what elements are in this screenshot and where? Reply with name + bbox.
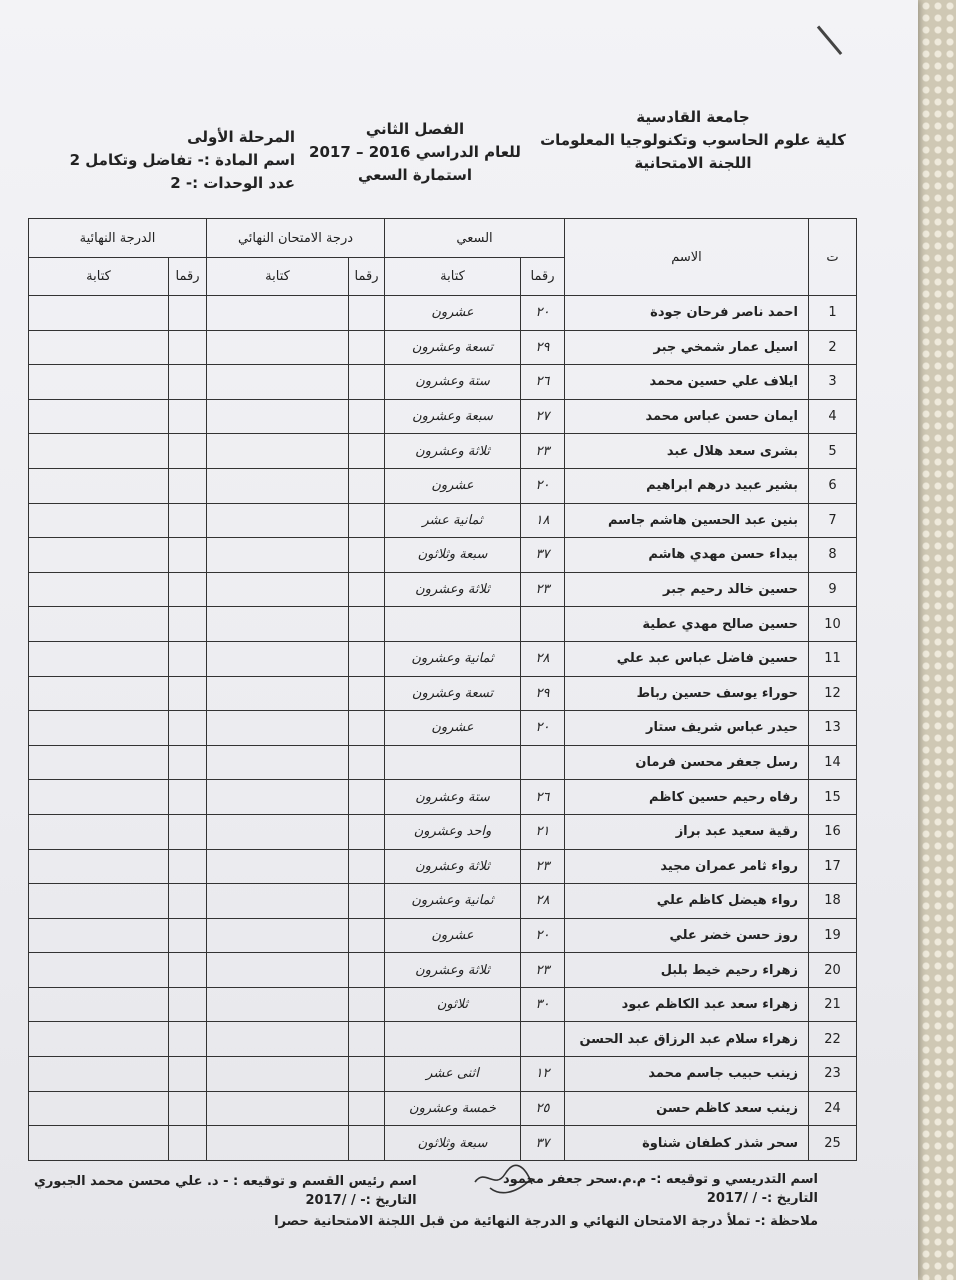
final-grade-words: [29, 434, 169, 469]
effort-words: خمسة وعشرون: [385, 1091, 521, 1126]
header-institution: [528, 106, 858, 175]
col-effort: السعي: [385, 219, 565, 258]
final-grade-words: [29, 814, 169, 849]
final-exam-digits: [349, 434, 385, 469]
effort-words: ثمانية وعشرون: [385, 641, 521, 676]
effort-digits: ٢٣: [521, 953, 565, 988]
final-grade-digits: [169, 1022, 207, 1057]
student-name: حوراء يوسف حسين رباط: [565, 676, 809, 711]
final-exam-words: [207, 987, 349, 1022]
final-grade-digits: [169, 434, 207, 469]
effort-words: عشرون: [385, 711, 521, 746]
final-exam-words: [207, 814, 349, 849]
final-grade-digits: [169, 953, 207, 988]
student-name: زهراء سلام عبد الرزاق عبد الحسن: [565, 1022, 809, 1057]
final-grade-words: [29, 1126, 169, 1161]
student-name: ايمان حسن عباس محمد: [565, 399, 809, 434]
final-grade-digits: [169, 641, 207, 676]
effort-words: ثلاثة وعشرون: [385, 572, 521, 607]
effort-digits: ٢٦: [521, 780, 565, 815]
final-exam-words: [207, 503, 349, 538]
table-row: [29, 884, 857, 919]
effort-digits: ٢٩: [521, 330, 565, 365]
final-exam-digits: [349, 330, 385, 365]
final-grade-digits: [169, 399, 207, 434]
final-exam-words: [207, 849, 349, 884]
table-row: [29, 711, 857, 746]
final-exam-digits: [349, 607, 385, 642]
student-name: احمد ناصر فرحان جودة: [565, 296, 809, 331]
effort-digits: ١٢: [521, 1057, 565, 1092]
table-row: [29, 745, 857, 780]
row-number: 1: [809, 296, 857, 331]
final-exam-words: [207, 330, 349, 365]
effort-digits: ٢٨: [521, 884, 565, 919]
final-exam-digits: [349, 780, 385, 815]
final-grade-words: [29, 1057, 169, 1092]
student-name: سحر شذر كطفان شناوة: [565, 1126, 809, 1161]
effort-words: سبعة وثلاثون: [385, 1126, 521, 1161]
semester-label: الفصل الثاني: [365, 120, 465, 138]
effort-digits: ٢٠: [521, 918, 565, 953]
final-grade-digits: [169, 1091, 207, 1126]
effort-words: ثلاثة وعشرون: [385, 849, 521, 884]
table-row: [29, 296, 857, 331]
effort-words: [385, 607, 521, 642]
form-name: استمارة السعي: [357, 166, 473, 184]
row-number: 17: [809, 849, 857, 884]
final-grade-words: [29, 330, 169, 365]
table-row: [29, 607, 857, 642]
final-exam-digits: [349, 572, 385, 607]
final-grade-words: [29, 296, 169, 331]
final-exam-digits: [349, 365, 385, 400]
row-number: 4: [809, 399, 857, 434]
row-number: 7: [809, 503, 857, 538]
effort-words: ثمانية عشر: [385, 503, 521, 538]
effort-digits: ٢٦: [521, 365, 565, 400]
final-grade-digits: [169, 365, 207, 400]
final-grade-digits: [169, 607, 207, 642]
effort-digits: ٢٠: [521, 468, 565, 503]
row-number: 18: [809, 884, 857, 919]
col-name: الاسم: [565, 219, 809, 296]
effort-digits: [521, 1022, 565, 1057]
effort-words: ستة وعشرون: [385, 365, 521, 400]
effort-words: سبعة وعشرون: [385, 399, 521, 434]
table-row: [29, 538, 857, 573]
effort-digits: [521, 745, 565, 780]
effort-digits: ٢٥: [521, 1091, 565, 1126]
final-grade-digits: [169, 780, 207, 815]
table-row: [29, 987, 857, 1022]
row-number: 14: [809, 745, 857, 780]
teacher-date: التاريخ :- / /2017: [706, 1191, 818, 1206]
student-name: رفاه رحيم حسين كاظم: [565, 780, 809, 815]
row-number: 9: [809, 572, 857, 607]
final-grade-digits: [169, 538, 207, 573]
final-grade-digits: [169, 503, 207, 538]
final-exam-words: [207, 538, 349, 573]
teacher-block: [503, 1170, 818, 1208]
table-row: [29, 918, 857, 953]
table-row: [29, 399, 857, 434]
final-exam-digits: [349, 918, 385, 953]
effort-digits: ٢٧: [521, 399, 565, 434]
final-grade-digits: [169, 296, 207, 331]
col-final-exam: درجة الامتحان النهائي: [207, 219, 385, 258]
final-exam-digits: [349, 1091, 385, 1126]
sub-digits: رقما: [521, 258, 565, 296]
final-exam-digits: [349, 538, 385, 573]
student-name: بشرى سعد هلال عبد: [565, 434, 809, 469]
sub-digits: رقما: [349, 258, 385, 296]
row-number: 3: [809, 365, 857, 400]
student-name: حيدر عباس شريف ستار: [565, 711, 809, 746]
final-grade-words: [29, 1091, 169, 1126]
final-exam-digits: [349, 1057, 385, 1092]
table-row: [29, 434, 857, 469]
effort-digits: ٢١: [521, 814, 565, 849]
effort-words: عشرون: [385, 296, 521, 331]
final-exam-words: [207, 572, 349, 607]
final-grade-digits: [169, 468, 207, 503]
effort-digits: [521, 607, 565, 642]
final-exam-digits: [349, 953, 385, 988]
row-number: 21: [809, 987, 857, 1022]
student-name: بنين عبد الحسين هاشم جاسم: [565, 503, 809, 538]
final-grade-words: [29, 572, 169, 607]
effort-words: عشرون: [385, 918, 521, 953]
table-row: [29, 468, 857, 503]
table-row: [29, 1126, 857, 1161]
grades-table: [28, 218, 857, 1161]
effort-words: ثلاثة وعشرون: [385, 953, 521, 988]
effort-digits: ٢٣: [521, 434, 565, 469]
pen-mark: [817, 26, 842, 56]
student-name: زهراء رحيم خيط بلبل: [565, 953, 809, 988]
row-number: 2: [809, 330, 857, 365]
effort-words: سبعة وثلاثون: [385, 538, 521, 573]
row-number: 15: [809, 780, 857, 815]
row-number: 13: [809, 711, 857, 746]
student-name: رسل جعفر محسن فرمان: [565, 745, 809, 780]
final-grade-words: [29, 918, 169, 953]
final-grade-words: [29, 468, 169, 503]
sub-words: كتابة: [29, 258, 169, 296]
row-number: 11: [809, 641, 857, 676]
final-exam-words: [207, 745, 349, 780]
row-number: 6: [809, 468, 857, 503]
final-exam-words: [207, 1022, 349, 1057]
final-exam-words: [207, 1091, 349, 1126]
final-exam-words: [207, 953, 349, 988]
final-exam-words: [207, 296, 349, 331]
final-exam-digits: [349, 987, 385, 1022]
final-grade-words: [29, 987, 169, 1022]
final-grade-words: [29, 711, 169, 746]
final-grade-digits: [169, 711, 207, 746]
final-exam-digits: [349, 849, 385, 884]
final-grade-digits: [169, 745, 207, 780]
subject-label: اسم المادة :- تفاضل وتكامل 2: [69, 151, 295, 169]
final-exam-words: [207, 1126, 349, 1161]
col-seq: ت: [809, 219, 857, 296]
committee-name: اللجنة الامتحانية: [634, 154, 752, 172]
row-number: 23: [809, 1057, 857, 1092]
effort-digits: ٢٣: [521, 572, 565, 607]
effort-digits: ٢٨: [521, 641, 565, 676]
effort-words: عشرون: [385, 468, 521, 503]
final-exam-digits: [349, 745, 385, 780]
table-row: [29, 365, 857, 400]
final-exam-digits: [349, 676, 385, 711]
sub-words: كتابة: [385, 258, 521, 296]
teacher-signature: اسم التدريسي و توقيعه :- م.م.سحر جعفر محمود: [502, 1172, 818, 1187]
final-exam-digits: [349, 1126, 385, 1161]
head-date: التاريخ :- / /2017: [305, 1193, 417, 1208]
final-grade-digits: [169, 884, 207, 919]
col-final-grade: الدرجة النهائية: [29, 219, 207, 258]
effort-digits: ١٨: [521, 503, 565, 538]
final-exam-digits: [349, 468, 385, 503]
units-label: عدد الوحدات :- 2: [170, 174, 295, 192]
table-row: [29, 953, 857, 988]
row-number: 12: [809, 676, 857, 711]
college-name: كلية علوم الحاسوب وتكنولوجيا المعلومات: [540, 131, 846, 149]
effort-words: [385, 745, 521, 780]
effort-words: ستة وعشرون: [385, 780, 521, 815]
head-signature: اسم رئيس القسم و توقيعه : - د. علي محسن محمد الجبوري: [34, 1174, 417, 1189]
footer-note: ملاحظة :- تملأ درجة الامتحان النهائي و الدرجة النهائية من قبل اللجنة الامتحانية حصرا: [274, 1214, 818, 1229]
final-grade-words: [29, 780, 169, 815]
student-name: روز حسن خضر علي: [565, 918, 809, 953]
final-exam-words: [207, 434, 349, 469]
effort-digits: ٢٩: [521, 676, 565, 711]
final-exam-words: [207, 1057, 349, 1092]
final-grade-digits: [169, 572, 207, 607]
final-exam-digits: [349, 814, 385, 849]
final-grade-words: [29, 503, 169, 538]
table-row: [29, 814, 857, 849]
effort-digits: ٢٠: [521, 296, 565, 331]
final-grade-words: [29, 849, 169, 884]
final-grade-digits: [169, 676, 207, 711]
effort-words: واحد وعشرون: [385, 814, 521, 849]
final-exam-digits: [349, 503, 385, 538]
header-course: [55, 126, 295, 195]
table-row: [29, 641, 857, 676]
effort-words: تسعة وعشرون: [385, 330, 521, 365]
final-grade-digits: [169, 330, 207, 365]
final-exam-digits: [349, 296, 385, 331]
final-grade-digits: [169, 987, 207, 1022]
table-row: [29, 1022, 857, 1057]
effort-words: ثلاثون: [385, 987, 521, 1022]
row-number: 19: [809, 918, 857, 953]
row-number: 10: [809, 607, 857, 642]
final-grade-words: [29, 607, 169, 642]
table-row: [29, 780, 857, 815]
effort-words: ثلاثة وعشرون: [385, 434, 521, 469]
stage-label: المرحلة الأولى: [187, 128, 295, 146]
row-number: 20: [809, 953, 857, 988]
sub-words: كتابة: [207, 258, 349, 296]
table-row: [29, 676, 857, 711]
final-grade-words: [29, 884, 169, 919]
effort-digits: ٢٣: [521, 849, 565, 884]
final-exam-words: [207, 468, 349, 503]
final-grade-words: [29, 745, 169, 780]
table-row: [29, 849, 857, 884]
university-name: جامعة القادسية: [636, 108, 750, 126]
final-grade-digits: [169, 1057, 207, 1092]
final-grade-digits: [169, 849, 207, 884]
final-exam-words: [207, 711, 349, 746]
row-number: 25: [809, 1126, 857, 1161]
student-name: رواء ثامر عمران مجيد: [565, 849, 809, 884]
final-exam-words: [207, 676, 349, 711]
student-name: رواء هيضل كاظم علي: [565, 884, 809, 919]
final-exam-digits: [349, 884, 385, 919]
final-exam-digits: [349, 641, 385, 676]
final-grade-words: [29, 1022, 169, 1057]
final-exam-words: [207, 641, 349, 676]
row-number: 24: [809, 1091, 857, 1126]
student-name: حسين صالح مهدي عطية: [565, 607, 809, 642]
table-row: [29, 330, 857, 365]
effort-digits: ٣٧: [521, 538, 565, 573]
student-name: ايلاف علي حسين محمد: [565, 365, 809, 400]
effort-digits: ٢٠: [521, 711, 565, 746]
final-exam-words: [207, 780, 349, 815]
student-name: رقية سعيد عبد براز: [565, 814, 809, 849]
student-name: زهراء سعد عبد الكاظم عبود: [565, 987, 809, 1022]
final-exam-words: [207, 884, 349, 919]
student-name: بيداء حسن مهدي هاشم: [565, 538, 809, 573]
final-grade-words: [29, 953, 169, 988]
row-number: 5: [809, 434, 857, 469]
final-exam-digits: [349, 399, 385, 434]
effort-digits: ٣٧: [521, 1126, 565, 1161]
table-row: [29, 1057, 857, 1092]
final-grade-words: [29, 399, 169, 434]
academic-year: للعام الدراسي 2016 – 2017: [309, 143, 521, 161]
row-number: 22: [809, 1022, 857, 1057]
table-row: [29, 572, 857, 607]
header-semester: [290, 118, 540, 187]
final-grade-words: [29, 538, 169, 573]
final-grade-digits: [169, 918, 207, 953]
table-row: [29, 1091, 857, 1126]
final-grade-words: [29, 641, 169, 676]
student-name: زينب حبيب جاسم محمد: [565, 1057, 809, 1092]
final-grade-words: [29, 676, 169, 711]
table-row: [29, 503, 857, 538]
row-number: 8: [809, 538, 857, 573]
student-name: زينب سعد كاظم حسن: [565, 1091, 809, 1126]
final-grade-words: [29, 365, 169, 400]
head-block: [34, 1172, 417, 1210]
sub-digits: رقما: [169, 258, 207, 296]
effort-words: تسعة وعشرون: [385, 676, 521, 711]
student-name: بشير عبيد درهم ابراهيم: [565, 468, 809, 503]
effort-words: [385, 1022, 521, 1057]
final-grade-digits: [169, 1126, 207, 1161]
effort-words: اثنى عشر: [385, 1057, 521, 1092]
student-name: حسين فاضل عباس عبد علي: [565, 641, 809, 676]
final-exam-digits: [349, 1022, 385, 1057]
student-name: اسيل عمار شمخي جبر: [565, 330, 809, 365]
final-grade-digits: [169, 814, 207, 849]
final-exam-words: [207, 918, 349, 953]
effort-words: ثمانية وعشرون: [385, 884, 521, 919]
final-exam-words: [207, 399, 349, 434]
final-exam-words: [207, 365, 349, 400]
final-exam-digits: [349, 711, 385, 746]
row-number: 16: [809, 814, 857, 849]
final-exam-words: [207, 607, 349, 642]
student-name: حسين خالد رحيم جبر: [565, 572, 809, 607]
effort-digits: ٣٠: [521, 987, 565, 1022]
